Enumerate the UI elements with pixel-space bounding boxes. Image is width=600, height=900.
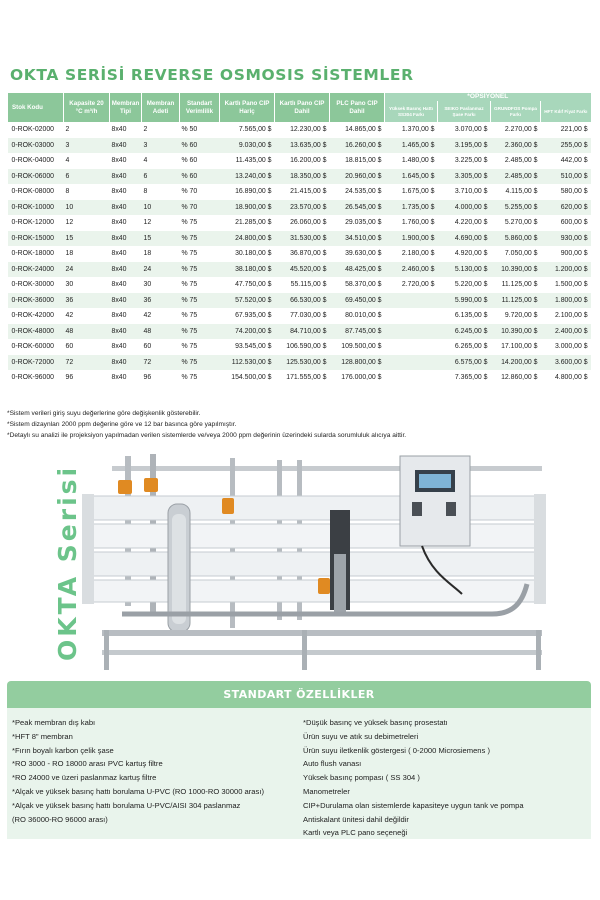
- cell-o1: [385, 324, 438, 340]
- cell-ver: % 75: [180, 370, 220, 386]
- cell-o1: 1.645,00 $: [385, 169, 438, 185]
- cell-o2: 4.220,00 $: [438, 215, 491, 231]
- cell-k2: 36.870,00 $: [275, 246, 330, 262]
- cell-k1: 154.500,00 $: [220, 370, 275, 386]
- cell-o1: 1.900,00 $: [385, 231, 438, 247]
- note-3: *Detaylı su analizi ile projeksiyon yapılmadan verilen sistemlerde ve/veya 2000 ppm değerinin üzerindeki sularda sorumluluk alıcıya aittir.: [7, 432, 407, 439]
- col-header-membran-adeti: Membran Adeti: [142, 93, 180, 122]
- cell-plc: 26.545,00 $: [330, 200, 385, 216]
- specs-panel: [7, 708, 591, 839]
- cell-o4: 1.500,00 $: [541, 277, 591, 293]
- cell-kap: 3: [64, 138, 110, 154]
- cell-adet: 42: [142, 308, 180, 324]
- cell-tip: 8x40: [110, 324, 142, 340]
- cell-tip: 8x40: [110, 138, 142, 154]
- cell-kap: 12: [64, 215, 110, 231]
- cell-k1: 47.750,00 $: [220, 277, 275, 293]
- table-row: [8, 293, 591, 309]
- cell-stok: 0-ROK-10000: [8, 200, 64, 216]
- cell-stok: 0-ROK-03000: [8, 138, 64, 154]
- cell-o3: 2.360,00 $: [491, 138, 541, 154]
- cell-stok: 0-ROK-06000: [8, 169, 64, 185]
- specs-header: [7, 681, 591, 708]
- table-body: [8, 122, 591, 386]
- cell-ver: % 60: [180, 138, 220, 154]
- cell-k1: 9.030,00 $: [220, 138, 275, 154]
- cell-k1: 13.240,00 $: [220, 169, 275, 185]
- cell-k1: 74.200,00 $: [220, 324, 275, 340]
- note-1: *Sistem verileri giriş suyu değerlerine göre değişkenlik gösterebilir.: [7, 410, 201, 417]
- cell-o3: 9.720,00 $: [491, 308, 541, 324]
- cell-adet: 3: [142, 138, 180, 154]
- cell-adet: 8: [142, 184, 180, 200]
- table-row: [8, 308, 591, 324]
- cell-o2: 3.195,00 $: [438, 138, 491, 154]
- spec-item: CIP+Durulama olan sistemlerde kapasiteye uygun tank ve pompa: [303, 800, 524, 810]
- cell-kap: 72: [64, 355, 110, 371]
- cell-ver: % 75: [180, 246, 220, 262]
- cell-plc: 24.535,00 $: [330, 184, 385, 200]
- spec-item: *Düşük basınç ve yüksek basınç prosestatı: [303, 718, 448, 727]
- cell-k2: 125.530,00 $: [275, 355, 330, 371]
- spec-item: *Alçak ve yüksek basınç hattı borulama U-PVC (RO 1000-RO 30000 arası): [12, 786, 264, 796]
- cell-o2: 7.365,00 $: [438, 370, 491, 386]
- cell-k1: 93.545,00 $: [220, 339, 275, 355]
- cell-k1: 18.900,00 $: [220, 200, 275, 216]
- table-row: [8, 153, 591, 169]
- cell-o1: 2.180,00 $: [385, 246, 438, 262]
- cell-o3: 2.485,00 $: [491, 153, 541, 169]
- cell-k1: 38.180,00 $: [220, 262, 275, 278]
- cell-o1: 1.760,00 $: [385, 215, 438, 231]
- cell-o1: 1.480,00 $: [385, 153, 438, 169]
- cell-plc: 14.865,00 $: [330, 122, 385, 138]
- cell-ver: % 60: [180, 169, 220, 185]
- cell-kap: 24: [64, 262, 110, 278]
- cell-o4: 2.100,00 $: [541, 308, 591, 324]
- cell-tip: 8x40: [110, 153, 142, 169]
- cell-ver: % 75: [180, 355, 220, 371]
- cell-o4: 510,00 $: [541, 169, 591, 185]
- table-row: [8, 370, 591, 386]
- cell-o2: 5.130,00 $: [438, 262, 491, 278]
- cell-ver: % 75: [180, 277, 220, 293]
- cell-o1: 1.370,00 $: [385, 122, 438, 138]
- cell-o3: 5.270,00 $: [491, 215, 541, 231]
- col-header-yuksek-basinc: Yüksek Basınç Hattı SS304 Farkı: [385, 101, 438, 122]
- cell-k2: 13.635,00 $: [275, 138, 330, 154]
- cell-adet: 48: [142, 324, 180, 340]
- cell-tip: 8x40: [110, 355, 142, 371]
- spec-item: Ürün suyu iletkenlik göstergesi ( 0-2000 Microsiemens ): [303, 745, 490, 755]
- cell-kap: 36: [64, 293, 110, 309]
- table-header-row: [8, 93, 591, 101]
- cell-o2: 6.265,00 $: [438, 339, 491, 355]
- cell-tip: 8x40: [110, 277, 142, 293]
- cell-o3: 10.390,00 $: [491, 324, 541, 340]
- col-header-seiko: SEIKO Paslanmaz Şase Farkı: [438, 101, 491, 122]
- cell-o2: 5.220,00 $: [438, 277, 491, 293]
- cell-kap: 10: [64, 200, 110, 216]
- cell-o4: 3.600,00 $: [541, 355, 591, 371]
- cell-tip: 8x40: [110, 308, 142, 324]
- cell-kap: 60: [64, 339, 110, 355]
- cell-ver: % 75: [180, 339, 220, 355]
- cell-k2: 23.570,00 $: [275, 200, 330, 216]
- cell-o4: 442,00 $: [541, 153, 591, 169]
- cell-plc: 29.035,00 $: [330, 215, 385, 231]
- cell-plc: 109.500,00 $: [330, 339, 385, 355]
- cell-plc: 39.630,00 $: [330, 246, 385, 262]
- cell-kap: 30: [64, 277, 110, 293]
- cell-tip: 8x40: [110, 215, 142, 231]
- specs-right-column: [303, 716, 588, 840]
- side-series-text: OKTA Serisi: [53, 464, 82, 661]
- table-row: [8, 169, 591, 185]
- cell-o4: 255,00 $: [541, 138, 591, 154]
- col-header-hft: HFT Kılıf Fiyat Farkı: [541, 101, 591, 122]
- spec-item: *Fırın boyalı karbon çelik şase: [12, 745, 114, 755]
- cell-o3: 14.200,00 $: [491, 355, 541, 371]
- cell-ver: % 75: [180, 324, 220, 340]
- cell-tip: 8x40: [110, 169, 142, 185]
- cell-adet: 72: [142, 355, 180, 371]
- cell-plc: 58.370,00 $: [330, 277, 385, 293]
- cell-o3: 11.125,00 $: [491, 293, 541, 309]
- spec-item: *Alçak ve yüksek basınç hattı borulama U-PVC/AISI 304 paslanmaz: [12, 800, 241, 810]
- cell-o3: 7.050,00 $: [491, 246, 541, 262]
- cell-k2: 171.555,00 $: [275, 370, 330, 386]
- cell-o4: 4.800,00 $: [541, 370, 591, 386]
- cell-o3: 12.860,00 $: [491, 370, 541, 386]
- cell-plc: 176.000,00 $: [330, 370, 385, 386]
- cell-o1: 1.735,00 $: [385, 200, 438, 216]
- cell-o4: 900,00 $: [541, 246, 591, 262]
- cell-stok: 0-ROK-18000: [8, 246, 64, 262]
- col-header-stok: Stok Kodu: [8, 93, 64, 122]
- table-row: [8, 122, 591, 138]
- cell-adet: 36: [142, 293, 180, 309]
- cell-adet: 4: [142, 153, 180, 169]
- spec-item: Kartlı veya PLC pano seçeneği: [303, 828, 408, 838]
- cell-o2: 6.245,00 $: [438, 324, 491, 340]
- spec-item: (RO 36000-RO 96000 arası): [12, 814, 108, 824]
- cell-o3: 10.390,00 $: [491, 262, 541, 278]
- table-row: [8, 184, 591, 200]
- cell-o3: 2.485,00 $: [491, 169, 541, 185]
- cell-k2: 12.230,00 $: [275, 122, 330, 138]
- cell-o1: 1.675,00 $: [385, 184, 438, 200]
- cell-o1: [385, 339, 438, 355]
- cell-tip: 8x40: [110, 231, 142, 247]
- cell-stok: 0-ROK-96000: [8, 370, 64, 386]
- cell-k2: 31.530,00 $: [275, 231, 330, 247]
- cell-adet: 2: [142, 122, 180, 138]
- cell-k1: 16.890,00 $: [220, 184, 275, 200]
- cell-kap: 2: [64, 122, 110, 138]
- spec-item: *RO 3000 - RO 18000 arası PVC kartuş filtre: [12, 759, 163, 769]
- cell-kap: 42: [64, 308, 110, 324]
- ro-system-photo: [22, 454, 590, 676]
- cell-adet: 15: [142, 231, 180, 247]
- cell-plc: 128.800,00 $: [330, 355, 385, 371]
- cell-o1: [385, 370, 438, 386]
- cell-stok: 0-ROK-42000: [8, 308, 64, 324]
- cell-o3: 5.860,00 $: [491, 231, 541, 247]
- cell-tip: 8x40: [110, 184, 142, 200]
- cell-o4: 620,00 $: [541, 200, 591, 216]
- spec-item: *RO 24000 ve üzeri paslanmaz kartuş filtre: [12, 773, 157, 783]
- cell-adet: 18: [142, 246, 180, 262]
- cell-ver: % 70: [180, 184, 220, 200]
- cell-ver: % 75: [180, 231, 220, 247]
- side-series-label: [48, 456, 88, 666]
- cell-plc: 69.450,00 $: [330, 293, 385, 309]
- cell-k2: 16.200,00 $: [275, 153, 330, 169]
- cell-stok: 0-ROK-08000: [8, 184, 64, 200]
- cell-kap: 6: [64, 169, 110, 185]
- cell-stok: 0-ROK-60000: [8, 339, 64, 355]
- cell-k2: 21.415,00 $: [275, 184, 330, 200]
- cell-plc: 16.260,00 $: [330, 138, 385, 154]
- cell-k1: 57.520,00 $: [220, 293, 275, 309]
- cell-o4: 221,00 $: [541, 122, 591, 138]
- col-header-kartli-dahil: Kartlı Pano CIP Dahil: [275, 93, 330, 122]
- cell-adet: 60: [142, 339, 180, 355]
- cell-adet: 10: [142, 200, 180, 216]
- specs-title: STANDART ÖZELLİKLER: [223, 688, 375, 701]
- cell-kap: 4: [64, 153, 110, 169]
- spec-item: *Peak membran dış kabı: [12, 718, 96, 727]
- cell-o3: 2.270,00 $: [491, 122, 541, 138]
- table-row: [8, 277, 591, 293]
- cell-stok: 0-ROK-48000: [8, 324, 64, 340]
- cell-plc: 87.745,00 $: [330, 324, 385, 340]
- cell-o1: 1.465,00 $: [385, 138, 438, 154]
- cell-stok: 0-ROK-04000: [8, 153, 64, 169]
- cell-ver: % 50: [180, 122, 220, 138]
- cell-stok: 0-ROK-30000: [8, 277, 64, 293]
- cell-k1: 11.435,00 $: [220, 153, 275, 169]
- cell-stok: 0-ROK-02000: [8, 122, 64, 138]
- cell-o2: 6.575,00 $: [438, 355, 491, 371]
- cell-adet: 30: [142, 277, 180, 293]
- col-header-grundfos: GRUNDFOS Pompa Farkı: [491, 101, 541, 122]
- cell-o4: 1.200,00 $: [541, 262, 591, 278]
- cell-k1: 30.180,00 $: [220, 246, 275, 262]
- cell-o2: 4.690,00 $: [438, 231, 491, 247]
- cell-o4: 1.800,00 $: [541, 293, 591, 309]
- cell-o3: 17.100,00 $: [491, 339, 541, 355]
- table-row: [8, 246, 591, 262]
- cell-plc: 80.010,00 $: [330, 308, 385, 324]
- col-header-kartli-haric: Kartlı Pano CIP Hariç: [220, 93, 275, 122]
- note-2: *Sistem dizaynları 2000 ppm değerine göre ve 12 bar basınca göre yapılmıştır.: [7, 421, 237, 428]
- page-title: OKTA SERİSİ REVERSE OSMOSIS SİSTEMLER: [10, 66, 414, 84]
- cell-o1: [385, 293, 438, 309]
- cell-ver: % 75: [180, 293, 220, 309]
- spec-item: *HFT 8" membran: [12, 731, 73, 741]
- cell-stok: 0-ROK-36000: [8, 293, 64, 309]
- cell-adet: 24: [142, 262, 180, 278]
- cell-k2: 106.590,00 $: [275, 339, 330, 355]
- cell-o2: 4.000,00 $: [438, 200, 491, 216]
- cell-o2: 3.710,00 $: [438, 184, 491, 200]
- cell-stok: 0-ROK-15000: [8, 231, 64, 247]
- cell-kap: 96: [64, 370, 110, 386]
- cell-o4: 2.400,00 $: [541, 324, 591, 340]
- price-table: [7, 93, 591, 386]
- cell-tip: 8x40: [110, 339, 142, 355]
- cell-ver: % 75: [180, 215, 220, 231]
- spec-item: Yüksek basınç pompası ( SS 304 ): [303, 773, 420, 783]
- cell-ver: % 75: [180, 308, 220, 324]
- cell-kap: 8: [64, 184, 110, 200]
- cell-tip: 8x40: [110, 370, 142, 386]
- cell-kap: 48: [64, 324, 110, 340]
- cell-o3: 5.255,00 $: [491, 200, 541, 216]
- cell-k1: 21.285,00 $: [220, 215, 275, 231]
- cell-o1: [385, 355, 438, 371]
- col-header-kapasite: Kapasite 20 °C m³/h: [64, 93, 110, 122]
- cell-k1: 112.530,00 $: [220, 355, 275, 371]
- table-row: [8, 355, 591, 371]
- cell-o4: 930,00 $: [541, 231, 591, 247]
- cell-o2: 6.135,00 $: [438, 308, 491, 324]
- cell-o4: 580,00 $: [541, 184, 591, 200]
- table-row: [8, 262, 591, 278]
- cell-stok: 0-ROK-12000: [8, 215, 64, 231]
- cell-tip: 8x40: [110, 122, 142, 138]
- table-row: [8, 200, 591, 216]
- table-row: [8, 339, 591, 355]
- cell-o1: 2.720,00 $: [385, 277, 438, 293]
- cell-plc: 20.960,00 $: [330, 169, 385, 185]
- cell-ver: % 60: [180, 153, 220, 169]
- table-row: [8, 231, 591, 247]
- specs-left-column: [12, 716, 297, 826]
- cell-stok: 0-ROK-24000: [8, 262, 64, 278]
- cell-adet: 96: [142, 370, 180, 386]
- col-header-membran-tipi: Membran Tipi: [110, 93, 142, 122]
- cell-o4: 600,00 $: [541, 215, 591, 231]
- cell-plc: 18.815,00 $: [330, 153, 385, 169]
- cell-stok: 0-ROK-72000: [8, 355, 64, 371]
- cell-adet: 12: [142, 215, 180, 231]
- cell-o2: 4.920,00 $: [438, 246, 491, 262]
- cell-tip: 8x40: [110, 262, 142, 278]
- cell-plc: 48.425,00 $: [330, 262, 385, 278]
- cell-k1: 67.935,00 $: [220, 308, 275, 324]
- col-header-plc: PLC Pano CIP Dahil: [330, 93, 385, 122]
- cell-o3: 11.125,00 $: [491, 277, 541, 293]
- cell-plc: 34.510,00 $: [330, 231, 385, 247]
- cell-k2: 18.350,00 $: [275, 169, 330, 185]
- cell-o2: 3.225,00 $: [438, 153, 491, 169]
- cell-k1: 24.800,00 $: [220, 231, 275, 247]
- cell-kap: 18: [64, 246, 110, 262]
- col-header-opsiyonel: *OPSİYONEL: [385, 93, 591, 101]
- spec-item: Manometreler: [303, 786, 350, 796]
- cell-ver: % 75: [180, 262, 220, 278]
- cell-tip: 8x40: [110, 293, 142, 309]
- table-row: [8, 215, 591, 231]
- cell-o2: 3.305,00 $: [438, 169, 491, 185]
- cell-o1: [385, 308, 438, 324]
- notes: [7, 408, 597, 441]
- cell-k2: 77.030,00 $: [275, 308, 330, 324]
- cell-k1: 7.565,00 $: [220, 122, 275, 138]
- spec-item: Antiskalant ünitesi dahil değildir: [303, 814, 409, 824]
- cell-k2: 55.115,00 $: [275, 277, 330, 293]
- cell-k2: 66.530,00 $: [275, 293, 330, 309]
- cell-o3: 4.115,00 $: [491, 184, 541, 200]
- cell-o1: 2.460,00 $: [385, 262, 438, 278]
- cell-ver: % 70: [180, 200, 220, 216]
- table-row: [8, 138, 591, 154]
- cell-tip: 8x40: [110, 200, 142, 216]
- cell-o4: 3.000,00 $: [541, 339, 591, 355]
- cell-k2: 84.710,00 $: [275, 324, 330, 340]
- cell-tip: 8x40: [110, 246, 142, 262]
- table-row: [8, 324, 591, 340]
- cell-o2: 3.070,00 $: [438, 122, 491, 138]
- col-header-verimlilik: Standart Verimlilik: [180, 93, 220, 122]
- cell-k2: 45.520,00 $: [275, 262, 330, 278]
- cell-adet: 6: [142, 169, 180, 185]
- cell-o2: 5.990,00 $: [438, 293, 491, 309]
- cell-kap: 15: [64, 231, 110, 247]
- cell-k2: 26.060,00 $: [275, 215, 330, 231]
- spec-item: Ürün suyu ve atık su debimetreleri: [303, 731, 419, 741]
- spec-item: Auto flush vanası: [303, 759, 362, 769]
